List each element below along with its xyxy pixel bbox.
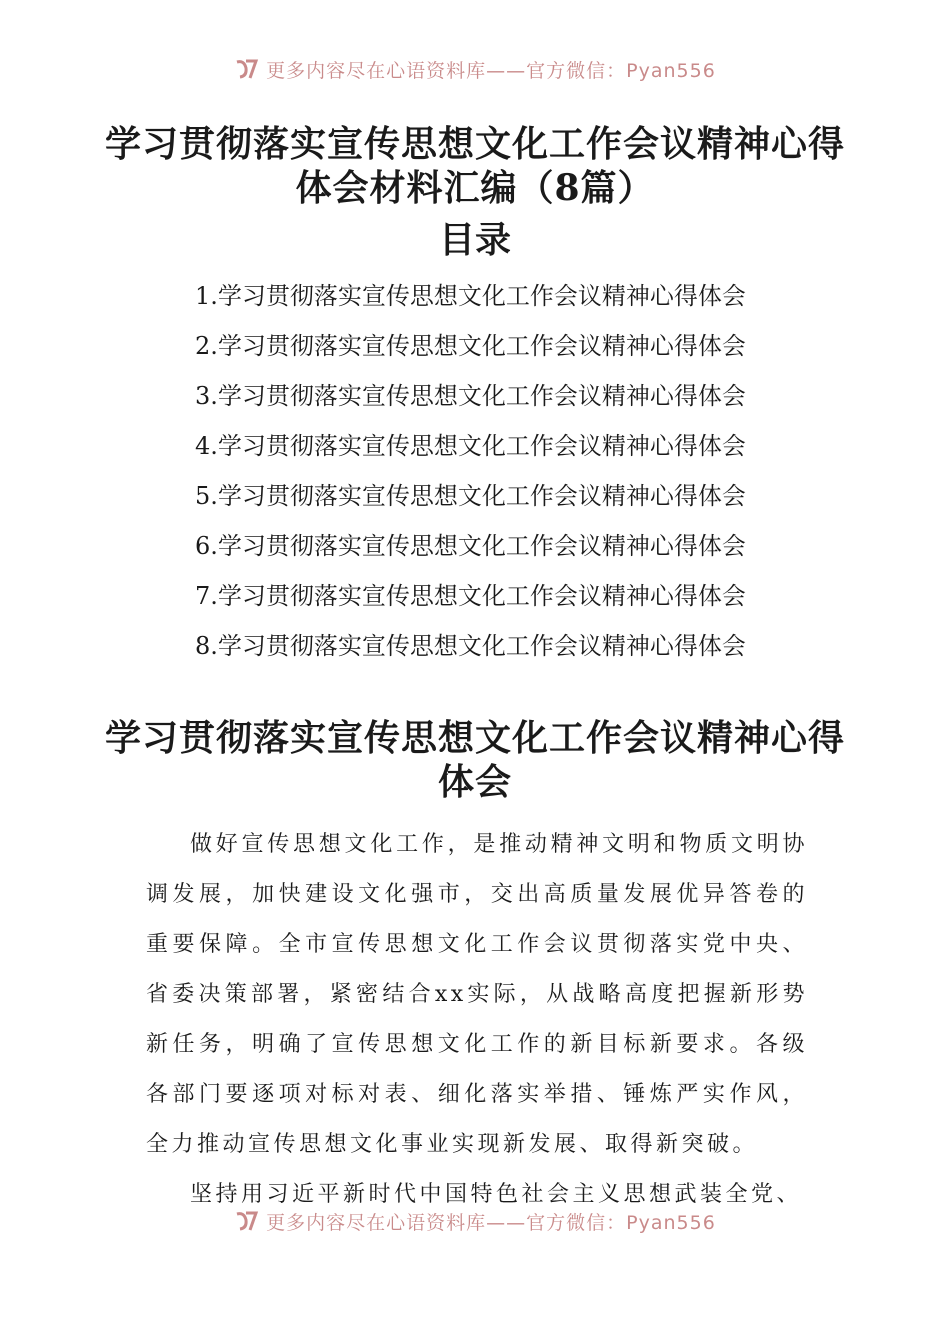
toc-item[interactable]	[195, 572, 815, 622]
logo-icon	[234, 58, 260, 80]
toc-item[interactable]	[195, 322, 815, 372]
body-paragraph: 坚持用习近平新时代中国特色社会主义思想武装全党、	[190, 1182, 803, 1207]
toc-item[interactable]	[195, 272, 815, 322]
toc-item-number: 8.	[195, 632, 218, 660]
toc-item-number: 7.	[195, 582, 218, 610]
toc-item[interactable]	[195, 622, 815, 672]
toc-item[interactable]	[195, 522, 815, 572]
toc-item[interactable]	[195, 472, 815, 522]
body-paragraph: 做好宣传思想文化工作，是推动精神文明和物质文明协调发展，加快建设文化强市，交出高质量发展优异答卷的重要保障。全市宣传思想文化工作会议贯彻落实党中央、省委决策部署，紧密结合xx实际，从战略高度把握新形势新任务，明确了宣传思想文化工作的新目标新要求。各级各部门要逐项对标对表、细化落实举措、锤炼严实作风，全力推动宣传思想文化事业实现新发展、取得新突破。	[146, 832, 808, 1157]
toc-item[interactable]	[195, 422, 815, 472]
table-of-contents	[195, 272, 815, 672]
toc-item-label: 学习贯彻落实宣传思想文化工作会议精神心得体会	[217, 382, 746, 410]
toc-item-label: 学习贯彻落实宣传思想文化工作会议精神心得体会	[217, 332, 746, 360]
toc-item-label: 学习贯彻落实宣传思想文化工作会议精神心得体会	[217, 532, 746, 560]
section-title: 学习贯彻落实宣传思想文化工作会议精神心得体会	[104, 717, 845, 803]
toc-item-label: 学习贯彻落实宣传思想文化工作会议精神心得体会	[217, 482, 746, 510]
watermark-text: 更多内容尽在心语资料库——官方微信：Pyan556	[266, 1211, 716, 1234]
toc-item-label: 学习贯彻落实宣传思想文化工作会议精神心得体会	[217, 432, 746, 460]
document-title: 学习贯彻落实宣传思想文化工作会议精神心得体会材料汇编（8篇）	[104, 123, 845, 209]
toc-item-number: 3.	[195, 382, 218, 410]
toc-item-number: 4.	[195, 432, 218, 460]
toc-item-number: 2.	[195, 332, 218, 360]
toc-heading: 目录	[438, 219, 511, 261]
logo-icon	[234, 1210, 260, 1232]
watermark-text: 更多内容尽在心语资料库——官方微信：Pyan556	[266, 59, 716, 82]
toc-item-label: 学习贯彻落实宣传思想文化工作会议精神心得体会	[217, 582, 746, 610]
toc-item[interactable]	[195, 372, 815, 422]
watermark-header	[0, 56, 950, 82]
toc-item-number: 5.	[195, 482, 218, 510]
toc-item-label: 学习贯彻落实宣传思想文化工作会议精神心得体会	[217, 282, 746, 310]
toc-item-number: 6.	[195, 532, 218, 560]
watermark-footer	[0, 1208, 950, 1234]
toc-item-label: 学习贯彻落实宣传思想文化工作会议精神心得体会	[217, 632, 746, 660]
toc-item-number: 1.	[195, 282, 218, 310]
